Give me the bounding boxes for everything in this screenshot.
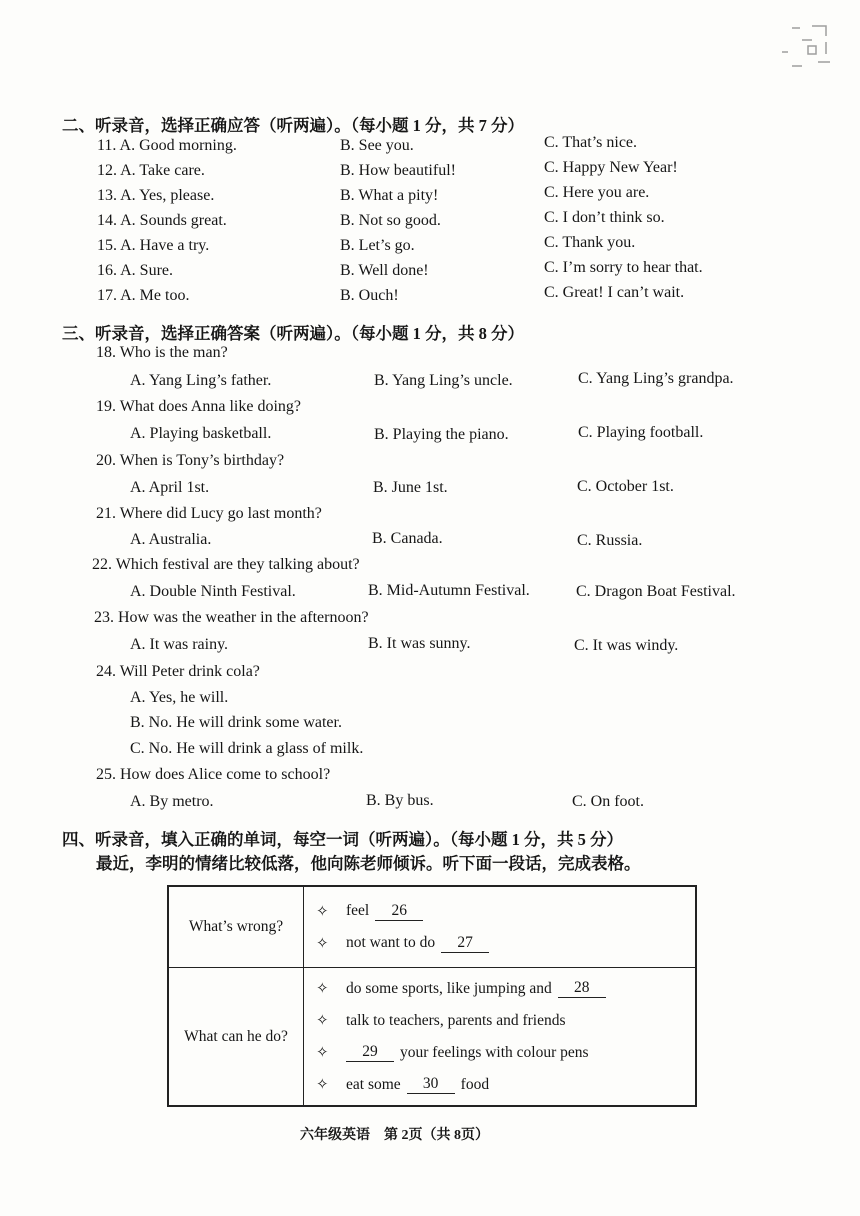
q11-option-b: B. See you. [340,137,414,154]
item-text: eat some [346,1075,401,1093]
item-text: not want to do [346,934,436,951]
q21-option-a: A. Australia. [130,531,212,548]
list-item [316,1005,695,1037]
q12-option-c: C. Happy New Year! [544,159,678,176]
q24-option-a: A. Yes, he will. [130,689,229,706]
q23-question: 23. How was the weather in the afternoon? [94,609,369,626]
answer-blank-29[interactable]: 29 [346,1043,394,1062]
q15-option-b: B. Let’s go. [340,237,415,254]
q15-option-c: C. Thank you. [544,234,636,251]
q18-option-c: C. Yang Ling’s grandpa. [578,370,734,387]
q12-option-b: B. How beautiful! [340,162,456,179]
answer-blank-30[interactable]: 30 [407,1075,455,1094]
q23-option-a: A. It was rainy. [130,636,229,653]
q21-option-c: C. Russia. [577,532,643,549]
item-text: your feelings with colour pens [400,1043,589,1061]
section-4-heading: 四、听录音，填入正确的单词，每空一词（听两遍）。（每小题 1 分，共 5 分） [62,830,623,849]
q25-option-b: B. By bus. [366,792,434,809]
q15-option-a: 15. A. Have a try. [97,237,210,254]
list-item [316,973,695,1005]
q24-option-b: B. No. He will drink some water. [130,714,342,731]
scan-corner-mark [762,22,842,74]
table-row [168,886,696,968]
q22-option-b: B. Mid-Autumn Festival. [368,582,530,599]
q23-option-c: C. It was windy. [574,637,679,654]
q25-option-c: C. On foot. [572,793,644,810]
q21-question: 21. Where did Lucy go last month? [96,505,322,522]
diamond-bullet-icon: ✧ [316,1077,329,1093]
q11-option-a: 11. A. Good morning. [97,137,237,154]
q13-option-b: B. What a pity! [340,187,439,204]
q18-option-b: B. Yang Ling’s uncle. [374,372,513,389]
row-label-what-can-he-do: What can he do? [168,968,304,1107]
item-text: do some sports, like jumping and [346,979,552,997]
q17-option-a: 17. A. Me too. [97,287,190,304]
q16-option-a: 16. A. Sure. [97,262,173,279]
list-item [316,927,695,959]
section-2-heading: 二、听录音，选择正确应答（听两遍）。（每小题 1 分，共 7 分） [62,116,524,135]
q11-option-c: C. That’s nice. [544,134,638,151]
q16-option-c: C. I’m sorry to hear that. [544,259,703,276]
q13-option-c: C. Here you are. [544,184,650,201]
q17-option-c: C. Great! I can’t wait. [544,284,685,301]
q13-option-a: 13. A. Yes, please. [97,187,215,204]
q20-option-a: A. April 1st. [130,479,210,496]
q14-option-a: 14. A. Sounds great. [97,212,227,229]
q16-option-b: B. Well done! [340,262,429,279]
diamond-bullet-icon: ✧ [316,903,329,920]
answer-blank-27[interactable]: 27 [441,934,489,953]
section-3-heading: 三、听录音，选择正确答案（听两遍）。（每小题 1 分，共 8 分） [62,324,524,343]
q18-option-a: A. Yang Ling’s father. [130,372,272,389]
q12-option-a: 12. A. Take care. [97,162,205,179]
q19-question: 19. What does Anna like doing? [96,398,301,415]
fill-in-table [167,885,697,1107]
section-4-intro: 最近，李明的情绪比较低落，他向陈老师倾诉。听下面一段话，完成表格。 [96,854,641,873]
list-item [316,895,695,927]
q19-option-c: C. Playing football. [578,424,704,441]
table-row [168,968,696,1107]
q24-option-c: C. No. He will drink a glass of milk. [130,740,364,757]
diamond-bullet-icon: ✧ [316,1013,329,1029]
item-text: talk to teachers, parents and friends [346,1011,566,1029]
row-label-whats-wrong: What’s wrong? [168,886,304,968]
q20-question: 20. When is Tony’s birthday? [96,452,285,469]
list-item [316,1069,695,1101]
row-items-whats-wrong [304,886,697,968]
q20-option-b: B. June 1st. [373,479,448,496]
diamond-bullet-icon: ✧ [316,1045,329,1061]
answer-blank-28[interactable]: 28 [558,979,606,998]
diamond-bullet-icon: ✧ [316,981,329,997]
q23-option-b: B. It was sunny. [368,635,471,652]
q18-question: 18. Who is the man? [96,344,228,361]
q14-option-c: C. I don’t think so. [544,209,665,226]
page-footer: 六年级英语 第 2页（共 8页） [300,1128,489,1143]
q22-question: 22. Which festival are they talking about? [92,556,360,573]
q24-question: 24. Will Peter drink cola? [96,663,260,680]
q25-option-a: A. By metro. [130,793,214,810]
q19-option-b: B. Playing the piano. [374,426,509,443]
q25-question: 25. How does Alice come to school? [96,766,331,783]
q21-option-b: B. Canada. [372,530,443,547]
list-item [316,1037,695,1069]
q14-option-b: B. Not so good. [340,212,441,229]
q22-option-c: C. Dragon Boat Festival. [576,583,736,600]
q20-option-c: C. October 1st. [577,478,674,495]
q19-option-a: A. Playing basketball. [130,425,272,442]
row-items-what-can-he-do [304,968,697,1107]
item-text: food [460,1075,490,1093]
diamond-bullet-icon: ✧ [316,935,329,952]
answer-blank-26[interactable]: 26 [375,902,423,921]
q22-option-a: A. Double Ninth Festival. [130,583,296,600]
item-text: feel [346,902,370,919]
q17-option-b: B. Ouch! [340,287,399,304]
